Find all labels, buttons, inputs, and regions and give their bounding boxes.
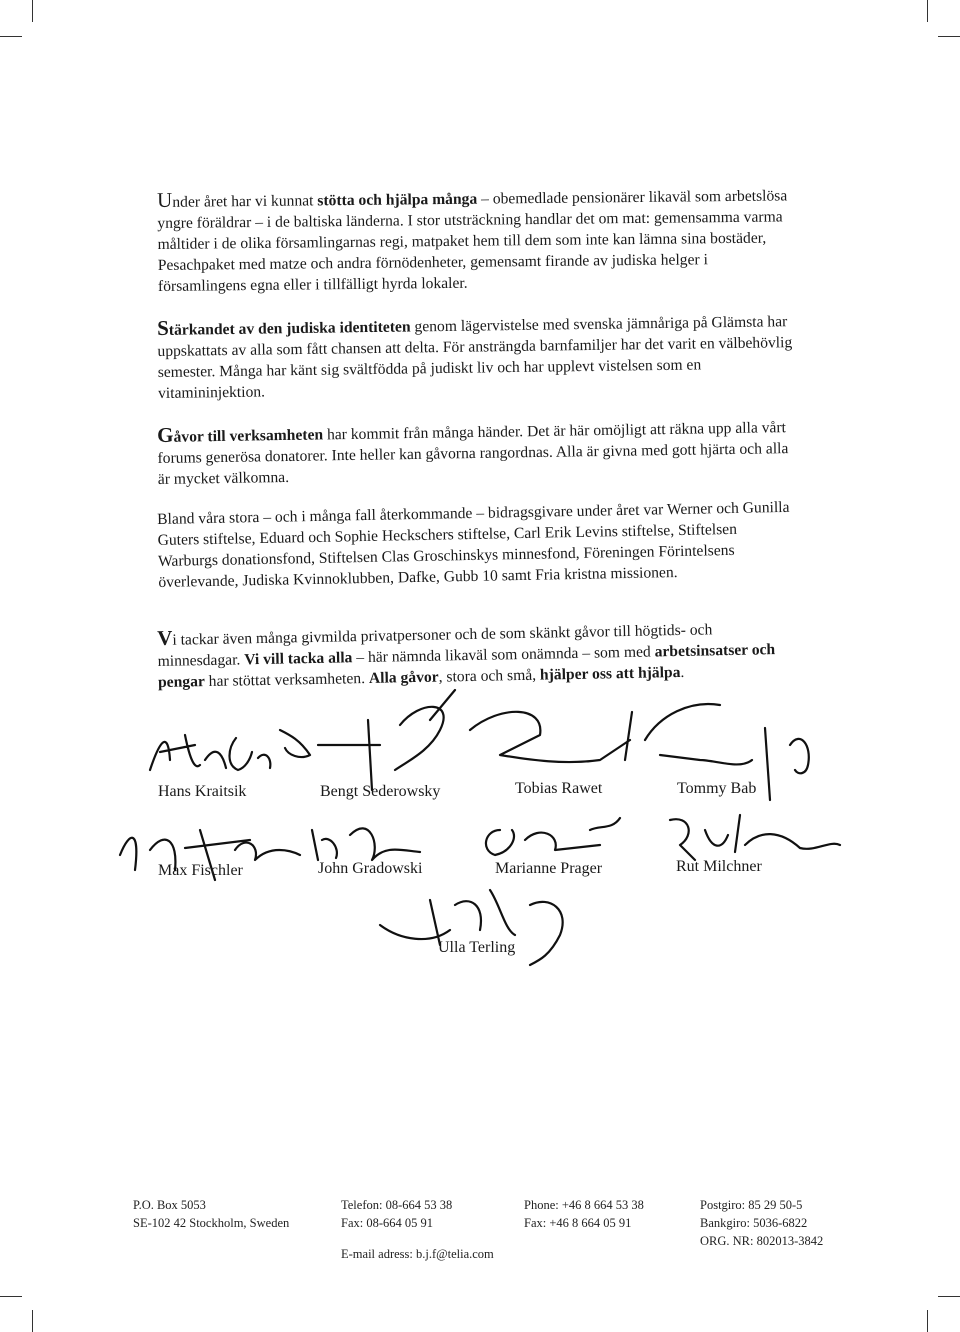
signatory-name: Tommy Bab [677,780,757,797]
crop-mark [938,1296,960,1297]
footer-telefon: Telefon: 08-664 53 38 Fax: 08-664 05 91 [341,1198,453,1230]
paragraph-gifts: Gåvor till verksamheten har kommit från många händer. Det är här omöjligt att räkna upp alla vårt forums generösa donatorer. Inte heller kan gåvorna rangordnas. Alla är givna med gott hjärta och alla är mycket välkomna. [156,419,789,488]
crop-mark [32,1310,33,1332]
crop-mark [938,36,960,37]
signature-tobias-rawet [470,712,632,762]
paragraph-thanks: Vi tackar även många givmilda privatpersoner och de som skänkt gåvor till högtids- och minnesdagar. Vi vill tacka alla – här nämnda likaväl som onämnda – som med arbetsinsatser och pengar har stöttat verksamheten. Alla gåvor, stora och små, hjälper oss att hjälpa. [156,621,776,691]
crop-mark [927,0,928,22]
signature-marianne-prager [486,818,620,855]
crop-mark [32,0,33,22]
signature-john-gradowski [312,828,420,860]
signature-bengt-sederowsky [318,690,455,790]
footer-phone: Phone: +46 8 664 53 38 Fax: +46 8 664 05 91 [524,1198,644,1230]
footer-email[interactable]: E-mail adress: b.j.f@telia.com [341,1247,494,1261]
footer-address: P.O. Box 5053 SE-102 42 Stockholm, Sweden [133,1198,290,1230]
crop-mark [0,36,22,37]
crop-mark [0,1296,22,1297]
signatory-name: Tobias Rawet [515,780,603,797]
signatory-name: Hans Kraitsik [158,783,247,800]
crop-mark [927,1310,928,1332]
signatory-name: Marianne Prager [495,860,603,877]
signatory-name: Max Fischler [158,862,243,879]
paragraph-donors: Bland våra stora – och i många fall återkommande – bidragsgivare under året var Werner och Gunilla Guters stiftelse, Eduard och Sophie Heckschers stiftelse, Carl Erik Levins stiftelse, Stiftelsen Warburgs donationsfond, Stiftelsen Clas Groschinskys minnesfond, Föreningen Förintelsens överlevande, Judiska Kvinnoklubben, Dafke, Gubb 10 samt Fria kristna missionen. [157,498,790,591]
signatory-name: Bengt Sederowsky [320,783,441,800]
signatory-name: Rut Milchner [676,858,762,875]
signatory-name: Ulla Terling [438,939,516,956]
signature-hans-kraitsik [150,730,310,770]
paragraph-identity: Stärkandet av den judiska identiteten genom lägervistelse med svenska jämnåriga på Glämsta har uppskattats av alla som fått chansen att delta. För ansträngda barnfamiljer har det varit en välbehövlig semester. Många har känt sig svältfödda på judiskt liv och har upplevt vistelsen som en vitamininjektion. [156,313,793,402]
signature-rut-milchner [670,815,840,860]
paragraph-help: Under året har vi kunnat stötta och hjälpa många – obemedlade pensionärer likaväl som arbetslösa yngre föräldrar – i de baltiska länderna. I stor utsträckning handlar det om mat: gemensamma varma måltider i de olika församlingarnas regi, matpaket hem till dem som inte kan lämna sina bostäder, Pesachpaket med matze och andra förnödenheter, gemensamt firande av judiska helger i församlingens egna eller i tillfälligt hyrda lokaler. [156,187,788,295]
footer-giro: Postgiro: 85 29 50-5 Bankgiro: 5036-6822 ORG. NR: 802013-3842 [700,1198,824,1248]
signatory-name: John Gradowski [318,860,423,877]
